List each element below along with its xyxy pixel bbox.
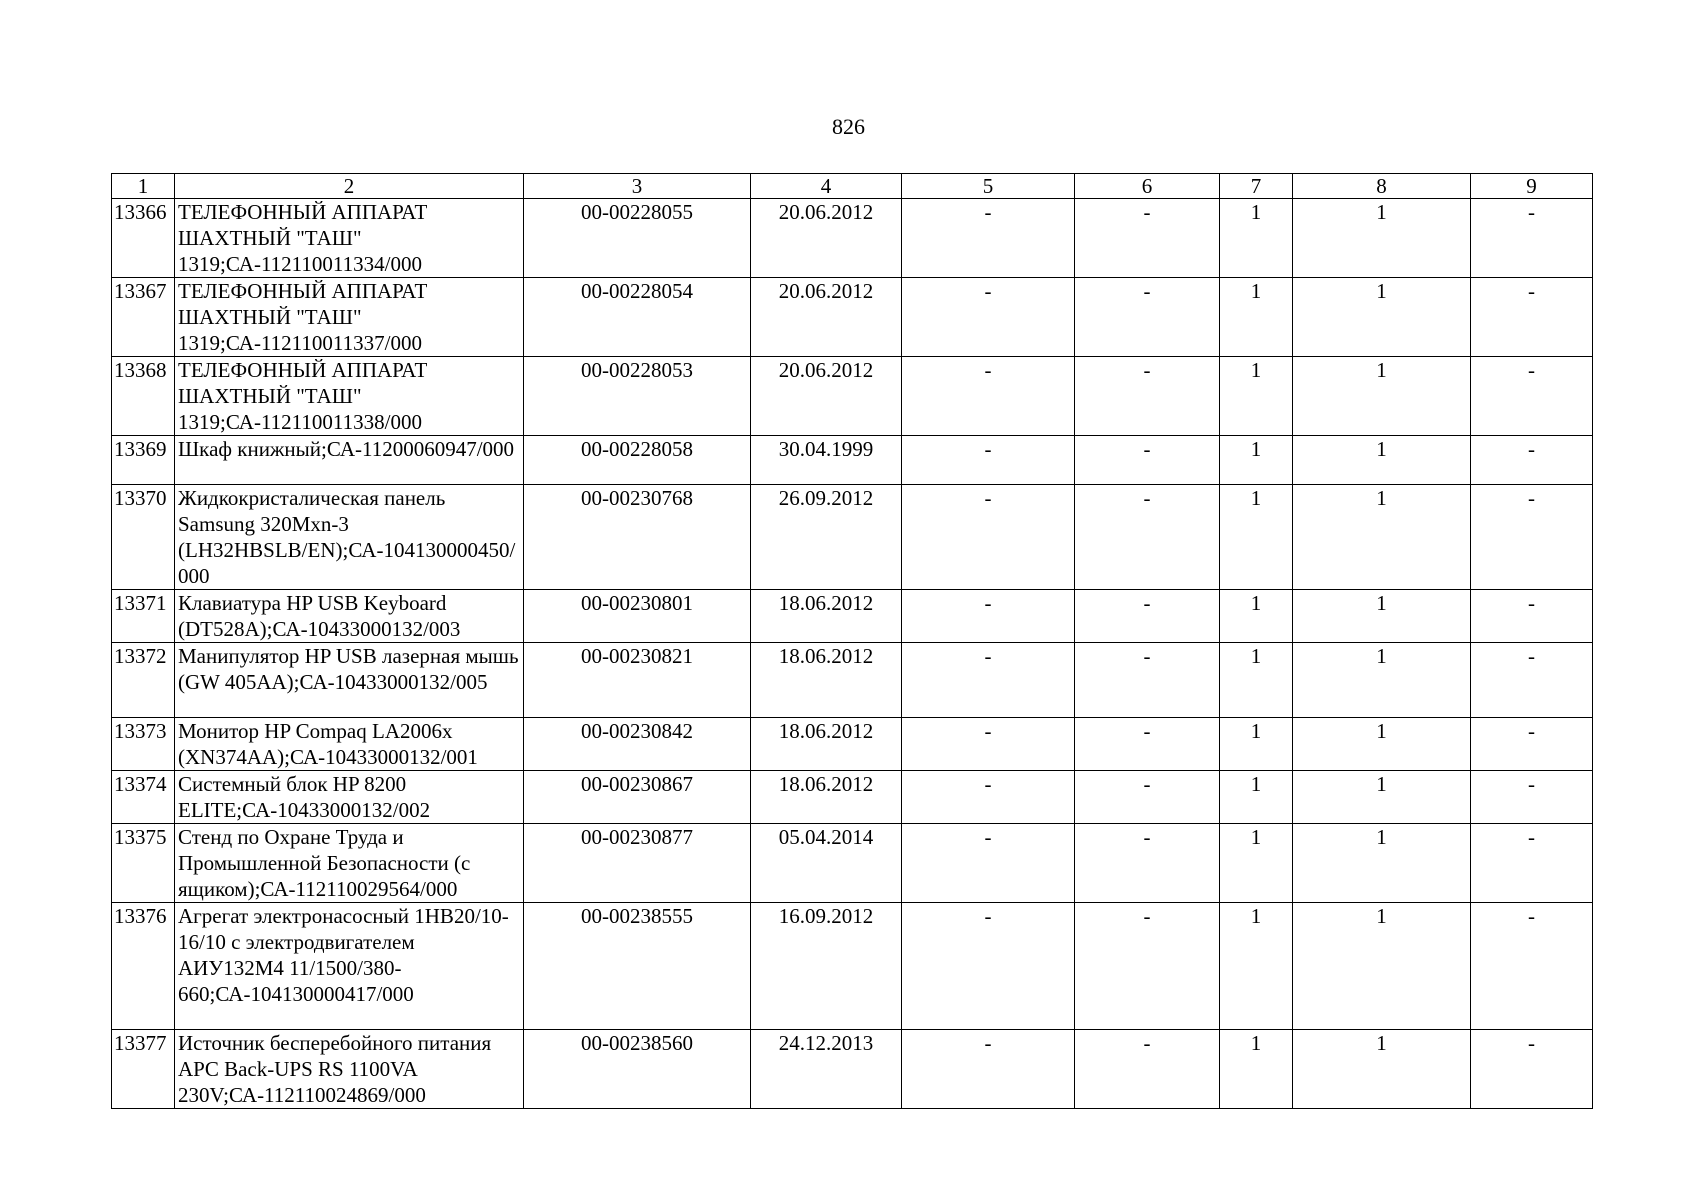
inventory-code: 00-00230867: [524, 771, 751, 824]
row-number: 13370: [112, 485, 175, 590]
column-header: 4: [751, 174, 902, 199]
cell-col7: 1: [1220, 357, 1293, 436]
item-name: Манипулятор HP USB лазерная мышь (GW 405AA);СА-10433000132/005: [175, 643, 524, 718]
cell-col7: 1: [1220, 485, 1293, 590]
column-header: 7: [1220, 174, 1293, 199]
row-number: 13366: [112, 199, 175, 278]
item-name: Шкаф книжный;СА-11200060947/000: [175, 436, 524, 485]
item-date: 20.06.2012: [751, 199, 902, 278]
inventory-code: 00-00238560: [524, 1030, 751, 1109]
table-row: [112, 278, 1593, 357]
cell-col6: -: [1075, 643, 1220, 718]
cell-col6: -: [1075, 824, 1220, 903]
cell-col9: -: [1471, 199, 1593, 278]
cell-col8: 1: [1293, 278, 1471, 357]
inventory-code: 00-00228053: [524, 357, 751, 436]
cell-col6: -: [1075, 436, 1220, 485]
cell-col8: 1: [1293, 718, 1471, 771]
inventory-code: 00-00228058: [524, 436, 751, 485]
inventory-code: 00-00230821: [524, 643, 751, 718]
row-number: 13375: [112, 824, 175, 903]
cell-col9: -: [1471, 436, 1593, 485]
column-header: 2: [175, 174, 524, 199]
row-number: 13374: [112, 771, 175, 824]
cell-col6: -: [1075, 903, 1220, 1030]
item-name: Источник бесперебойного питания APC Back-UPS RS 1100VA 230V;СА-112110024869/000: [175, 1030, 524, 1109]
item-name: ТЕЛЕФОННЫЙ АППАРАТ ШАХТНЫЙ "ТАШ" 1319;СА-112110011334/000: [175, 199, 524, 278]
item-date: 18.06.2012: [751, 718, 902, 771]
cell-col5: -: [902, 485, 1075, 590]
cell-col7: 1: [1220, 199, 1293, 278]
item-date: 26.09.2012: [751, 485, 902, 590]
inventory-code: 00-00238555: [524, 903, 751, 1030]
cell-col6: -: [1075, 1030, 1220, 1109]
item-date: 18.06.2012: [751, 771, 902, 824]
cell-col9: -: [1471, 643, 1593, 718]
item-date: 18.06.2012: [751, 643, 902, 718]
cell-col8: 1: [1293, 357, 1471, 436]
row-number: 13373: [112, 718, 175, 771]
column-header: 6: [1075, 174, 1220, 199]
cell-col9: -: [1471, 1030, 1593, 1109]
cell-col7: 1: [1220, 1030, 1293, 1109]
column-header: 9: [1471, 174, 1593, 199]
table-header-row: [112, 174, 1593, 199]
row-number: 13377: [112, 1030, 175, 1109]
cell-col8: 1: [1293, 903, 1471, 1030]
item-name: Стенд по Охране Труда и Промышленной Безопасности (с ящиком);СА-112110029564/000: [175, 824, 524, 903]
cell-col6: -: [1075, 357, 1220, 436]
cell-col9: -: [1471, 590, 1593, 643]
cell-col8: 1: [1293, 436, 1471, 485]
cell-col5: -: [902, 718, 1075, 771]
row-number: 13369: [112, 436, 175, 485]
row-number: 13371: [112, 590, 175, 643]
cell-col6: -: [1075, 590, 1220, 643]
cell-col7: 1: [1220, 824, 1293, 903]
inventory-code: 00-00228055: [524, 199, 751, 278]
row-number: 13368: [112, 357, 175, 436]
item-name: Жидкокристалическая панель Samsung 320Mxn-3 (LH32HBSLB/EN);СА-104130000450/000: [175, 485, 524, 590]
row-number: 13367: [112, 278, 175, 357]
cell-col6: -: [1075, 485, 1220, 590]
item-name: ТЕЛЕФОННЫЙ АППАРАТ ШАХТНЫЙ "ТАШ" 1319;СА-112110011338/000: [175, 357, 524, 436]
cell-col8: 1: [1293, 643, 1471, 718]
table-row: [112, 199, 1593, 278]
cell-col5: -: [902, 590, 1075, 643]
cell-col9: -: [1471, 903, 1593, 1030]
row-number: 13372: [112, 643, 175, 718]
column-header: 5: [902, 174, 1075, 199]
cell-col8: 1: [1293, 1030, 1471, 1109]
cell-col6: -: [1075, 199, 1220, 278]
cell-col5: -: [902, 1030, 1075, 1109]
cell-col8: 1: [1293, 199, 1471, 278]
cell-col7: 1: [1220, 903, 1293, 1030]
cell-col9: -: [1471, 718, 1593, 771]
cell-col9: -: [1471, 824, 1593, 903]
table-row: [112, 1030, 1593, 1109]
inventory-code: 00-00228054: [524, 278, 751, 357]
item-name: ТЕЛЕФОННЫЙ АППАРАТ ШАХТНЫЙ "ТАШ" 1319;СА-112110011337/000: [175, 278, 524, 357]
inventory-code: 00-00230801: [524, 590, 751, 643]
item-date: 20.06.2012: [751, 357, 902, 436]
item-name: Агрегат электронасосный 1НВ20/10-16/10 с электродвигателем АИУ132М4 11/1500/380-660;СА-104130000417/000: [175, 903, 524, 1030]
item-name: Монитор HP Compaq LA2006x (XN374AA);СА-10433000132/001: [175, 718, 524, 771]
cell-col9: -: [1471, 485, 1593, 590]
cell-col7: 1: [1220, 718, 1293, 771]
cell-col7: 1: [1220, 436, 1293, 485]
table-row: [112, 357, 1593, 436]
cell-col8: 1: [1293, 824, 1471, 903]
cell-col5: -: [902, 643, 1075, 718]
item-date: 16.09.2012: [751, 903, 902, 1030]
inventory-code: 00-00230768: [524, 485, 751, 590]
inventory-table: [111, 173, 1593, 1109]
item-date: 30.04.1999: [751, 436, 902, 485]
cell-col6: -: [1075, 718, 1220, 771]
cell-col9: -: [1471, 278, 1593, 357]
item-date: 24.12.2013: [751, 1030, 902, 1109]
item-name: Системный блок HP 8200 ELITE;СА-10433000132/002: [175, 771, 524, 824]
table-row: [112, 643, 1593, 718]
column-header: 8: [1293, 174, 1471, 199]
row-number: 13376: [112, 903, 175, 1030]
table-row: [112, 771, 1593, 824]
table-row: [112, 436, 1593, 485]
table-row: [112, 590, 1593, 643]
cell-col8: 1: [1293, 485, 1471, 590]
item-name: Клавиатура HP USB Keyboard (DT528A);СА-10433000132/003: [175, 590, 524, 643]
cell-col5: -: [902, 278, 1075, 357]
inventory-code: 00-00230842: [524, 718, 751, 771]
table-row: [112, 824, 1593, 903]
cell-col7: 1: [1220, 643, 1293, 718]
item-date: 20.06.2012: [751, 278, 902, 357]
table-row: [112, 903, 1593, 1030]
cell-col9: -: [1471, 771, 1593, 824]
cell-col5: -: [902, 357, 1075, 436]
item-date: 18.06.2012: [751, 590, 902, 643]
cell-col6: -: [1075, 278, 1220, 357]
page-number: 826: [832, 114, 865, 139]
cell-col5: -: [902, 771, 1075, 824]
cell-col9: -: [1471, 357, 1593, 436]
inventory-code: 00-00230877: [524, 824, 751, 903]
cell-col5: -: [902, 199, 1075, 278]
cell-col7: 1: [1220, 278, 1293, 357]
cell-col6: -: [1075, 771, 1220, 824]
cell-col5: -: [902, 824, 1075, 903]
cell-col7: 1: [1220, 590, 1293, 643]
column-header: 3: [524, 174, 751, 199]
cell-col5: -: [902, 903, 1075, 1030]
item-date: 05.04.2014: [751, 824, 902, 903]
cell-col8: 1: [1293, 771, 1471, 824]
table-row: [112, 485, 1593, 590]
cell-col8: 1: [1293, 590, 1471, 643]
column-header: 1: [112, 174, 175, 199]
cell-col5: -: [902, 436, 1075, 485]
table-row: [112, 718, 1593, 771]
cell-col7: 1: [1220, 771, 1293, 824]
